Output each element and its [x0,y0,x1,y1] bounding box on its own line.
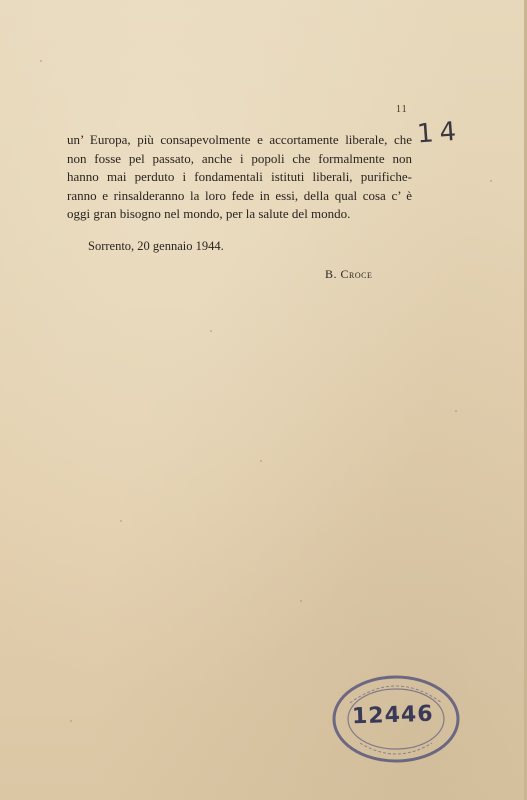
stamp-inventory-number: 12446 [351,701,434,730]
paper-speck [455,410,457,412]
signature [325,267,372,282]
body-line: un’ Europa, più consapevolmente e accortamente liberale, che [67,132,412,147]
paper-speck [490,180,492,182]
body-line: non fosse pel passato, anche i popoli che formalmente non [67,150,412,166]
body-line: oggi gran bisogno nel mondo, per la salute del mondo. [67,206,351,221]
signature-text: B. Croce [325,267,373,281]
paper-speck [70,720,72,722]
paper-speck [120,520,122,522]
dateline: Sorrento, 20 gennaio 1944. [88,239,224,253]
paper-speck [300,600,302,602]
handwritten-margin-note: 14 [416,116,464,150]
body-line: hanno mai perduto i fondamentali istituti liberali, purifiche- [67,169,412,184]
paper-speck [40,60,42,62]
paper-speck [210,330,212,332]
body-line: ranno e rinsalderanno la loro fede in essi, della qual cosa c’ è [67,187,412,203]
paper-speck [260,460,262,462]
page-number: 11 [396,104,408,115]
body-paragraph [67,131,412,224]
